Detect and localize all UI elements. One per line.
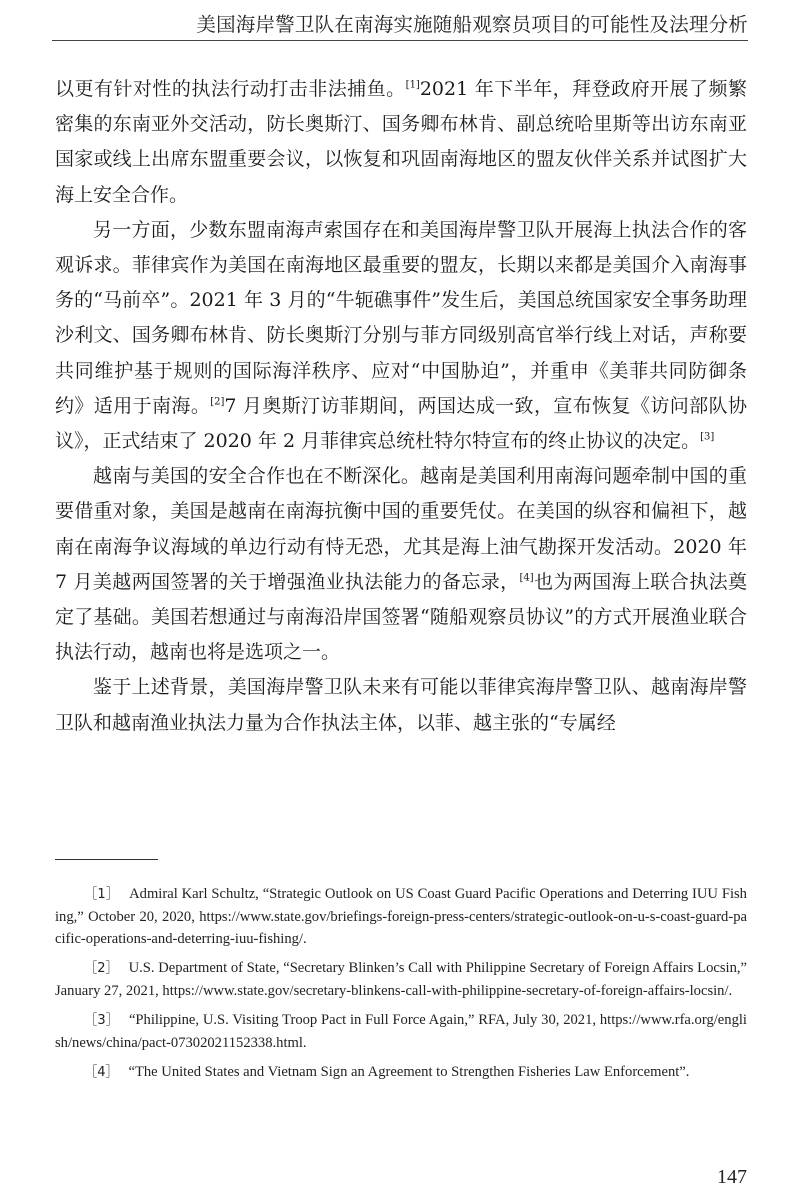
footnote-3 [55, 1009, 747, 1054]
paragraph-1-text-b: 2021 年下半年，拜登政府开展了频繁密集的东南亚外交活动，防长奥斯汀、国务卿布林肯、副总统哈里斯等出访东南亚国家或线上出席东盟重要会议，以恢复和巩固南海地区的盟友伙伴关系并试图扩大海上安全合作。 [55, 78, 747, 206]
header-title: 美国海岸警卫队在南海实施随船观察员项目的可能性及法理分析 [196, 13, 748, 36]
footnote-number: ［2］ [84, 961, 119, 976]
footnote-separator [55, 859, 158, 860]
footnote-text: Admiral Karl Schultz, “Strategic Outlook on US Coast Guard Pacific Operations and Deterring IUU Fishing,” October 20, 2020, https://www.state.gov/briefings-foreign-press-centers/strategic-outlook-on-u-s-coast-guard-pacific-operations-and-deterring-iuu-fishing/. [55, 886, 747, 947]
footnote-ref-4[interactable]: [4] [519, 572, 534, 584]
footnote-text: U.S. Department of State, “Secretary Blinken’s Call with Philippine Secretary of Foreign Affairs Locsin,” January 27, 2021, https://www.state.gov/secretary-blinkens-call-with-philippine-secretary-of-foreign-affairs-locsin/. [55, 960, 748, 999]
footnotes [55, 883, 747, 1091]
footnote-text: “Philippine, U.S. Visiting Troop Pact in Full Force Again,” RFA, July 30, 2021, https://www.rfa.org/english/news/china/pact-07302021152338.html. [55, 1012, 747, 1051]
footnote-ref-3[interactable]: [3] [700, 431, 715, 443]
paragraph-3-text-a: 越南与美国的安全合作也在不断深化。越南是美国利用南海问题牵制中国的重要借重对象，美国是越南在南海抗衡中国的重要凭仗。在美国的纵容和偏袒下，越南在南海争议海域的单边行动有恃无恐，尤其是海上油气勘探开发活动。2020 年 7 月美越两国签署的关于增强渔业执法能力的备忘录， [55, 465, 747, 593]
footnote-number: ［1］ [84, 887, 120, 902]
footnote-text: “The United States and Vietnam Sign an Agreement to Strengthen Fisheries Law Enforcement”. [128, 1064, 690, 1080]
paragraph-2 [55, 213, 747, 459]
running-header [52, 6, 748, 41]
footnote-number: ［3］ [84, 1013, 119, 1028]
footnote-1 [55, 883, 747, 950]
paragraph-1 [55, 72, 747, 213]
footnote-ref-2[interactable]: [2] [210, 396, 225, 408]
footnote-4 [55, 1061, 747, 1084]
paragraph-3 [55, 459, 747, 670]
paragraph-2-text-a: 另一方面，少数东盟南海声索国存在和美国海岸警卫队开展海上执法合作的客观诉求。菲律宾作为美国在南海地区最重要的盟友，长期以来都是美国介入南海事务的“马前卒”。2021 年 3 月的“牛轭礁事件”发生后，美国总统国家安全事务助理沙利文、国务卿布林肯、防长奥斯汀分别与菲方同级别高官举行线上对话，声称要共同维护基于规则的国际海洋秩序、应对“中国胁迫”，并重申《美菲共同防御条约》适用于南海。 [55, 218, 747, 417]
paragraph-4-text: 鉴于上述背景，美国海岸警卫队未来有可能以菲律宾海岸警卫队、越南海岸警卫队和越南渔业执法力量为合作执法主体，以菲、越主张的“专属经 [55, 676, 747, 734]
paragraph-1-text-a: 以更有针对性的执法行动打击非法捕鱼。 [55, 78, 406, 100]
page-number: 147 [717, 1166, 747, 1188]
paragraph-4 [55, 670, 747, 740]
paragraph-2-text-b: 7 月奥斯汀访菲期间，两国达成一致，宣布恢复《访问部队协议》，正式结束了 2020 年 2 月菲律宾总统杜特尔特宣布的终止协议的决定。 [55, 394, 747, 453]
footnote-number: ［4］ [84, 1065, 119, 1080]
main-text [55, 72, 747, 741]
paragraph-3-text-b: 也为两国海上联合执法奠定了基础。美国若想通过与南海沿岸国签署“随船观察员协议”的方式开展渔业联合执法行动，越南也将是选项之一。 [55, 570, 747, 664]
footnote-ref-1[interactable]: [1] [405, 79, 420, 91]
footnote-2 [55, 957, 747, 1002]
